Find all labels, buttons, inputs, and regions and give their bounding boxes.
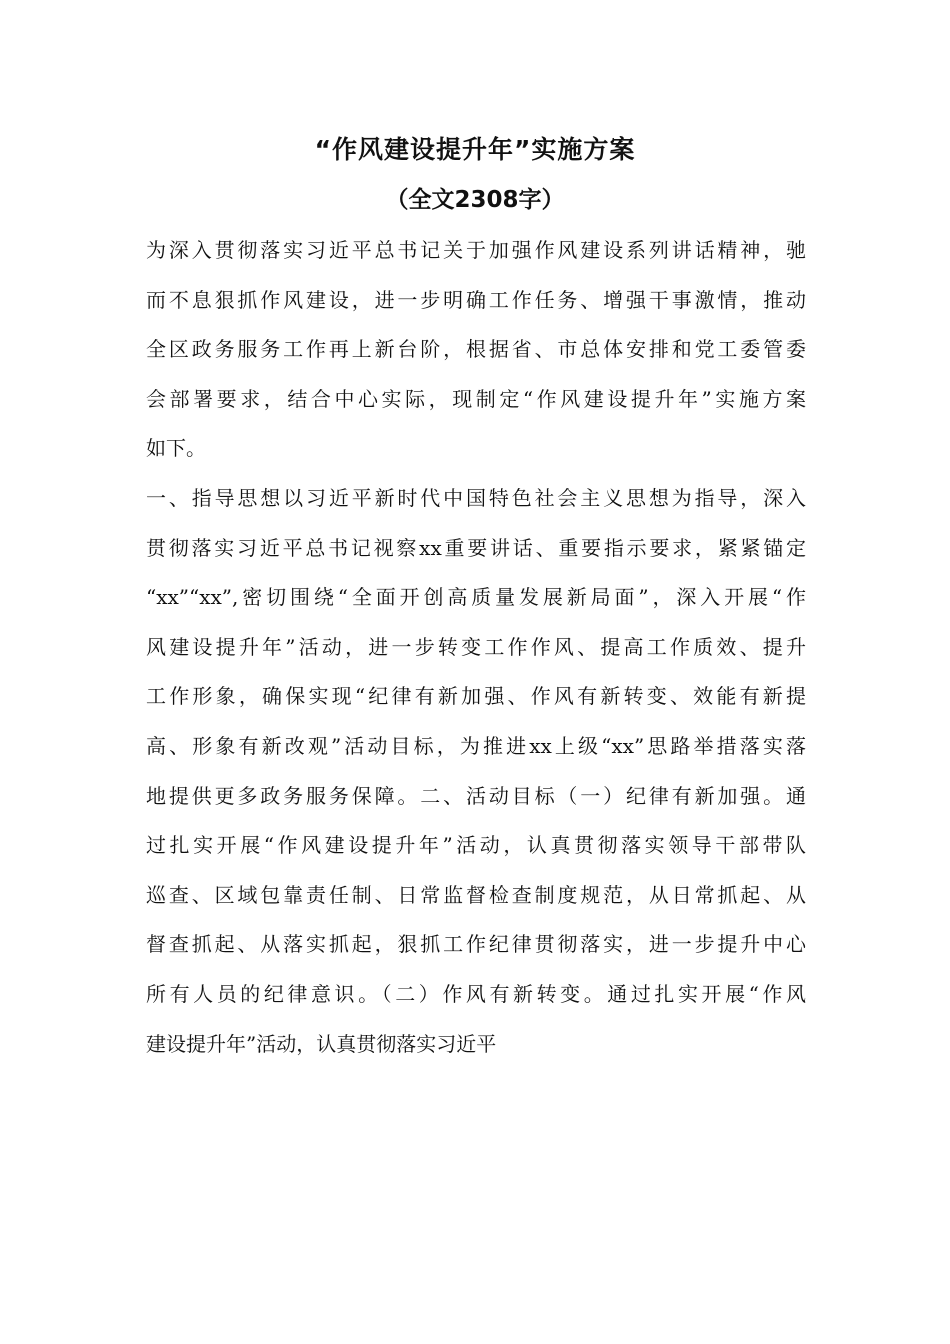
document-subtitle: （全文2308字） (385, 187, 565, 213)
intro-paragraph (146, 226, 806, 474)
text-line: 所有人员的纪律意识。（二）作风有新转变。通过扎实开展“作风 (146, 981, 806, 1006)
body-paragraph (146, 474, 806, 1069)
text-line: 为深入贯彻落实习近平总书记关于加强作风建设系列讲话精神，驰 (146, 238, 806, 262)
text-line: 地提供更多政务服务保障。二、活动目标（一）纪律有新加强。通 (146, 783, 806, 808)
text-line: 过扎实开展“作风建设提升年”活动，认真贯彻落实领导干部带队 (146, 833, 806, 858)
text-line: 巡查、区域包靠责任制、日常监督检查制度规范，从日常抓起、从 (146, 882, 806, 907)
text-line: 建设提升年”活动，认真贯彻落实习近平 (146, 1031, 497, 1056)
text-line: 督查抓起、从落实抓起，狠抓工作纪律贯彻落实，进一步提升中心 (146, 932, 806, 957)
text-line: 贯彻落实习近平总书记视察xx重要讲话、重要指示要求，紧紧锚定 (146, 535, 806, 560)
text-line: 高、形象有新改观”活动目标，为推进xx上级“xx”思路举措落实落 (146, 733, 806, 758)
text-line: 会部署要求，结合中心实际，现制定“作风建设提升年”实施方案 (146, 386, 806, 411)
text-line: 全区政务服务工作再上新台阶，根据省、市总体安排和党工委管委 (146, 337, 806, 362)
text-line: 工作形象，确保实现“纪律有新加强、作风有新转变、效能有新提 (146, 684, 806, 709)
text-line: 一、指导思想以习近平新时代中国特色社会主义思想为指导，深入 (146, 486, 806, 510)
text-line: 而不息狠抓作风建设，进一步明确工作任务、增强干事激情，推动 (146, 287, 806, 312)
text-line: 如下。 (146, 436, 206, 461)
document-title: “作风建设提升年”实施方案 (314, 135, 636, 164)
text-line: “xx”“xx”,密切围绕“全面开创高质量发展新局面”，深入开展“作 (146, 585, 806, 610)
text-line: 风建设提升年”活动，进一步转变工作作风、提高工作质效、提升 (146, 634, 806, 659)
